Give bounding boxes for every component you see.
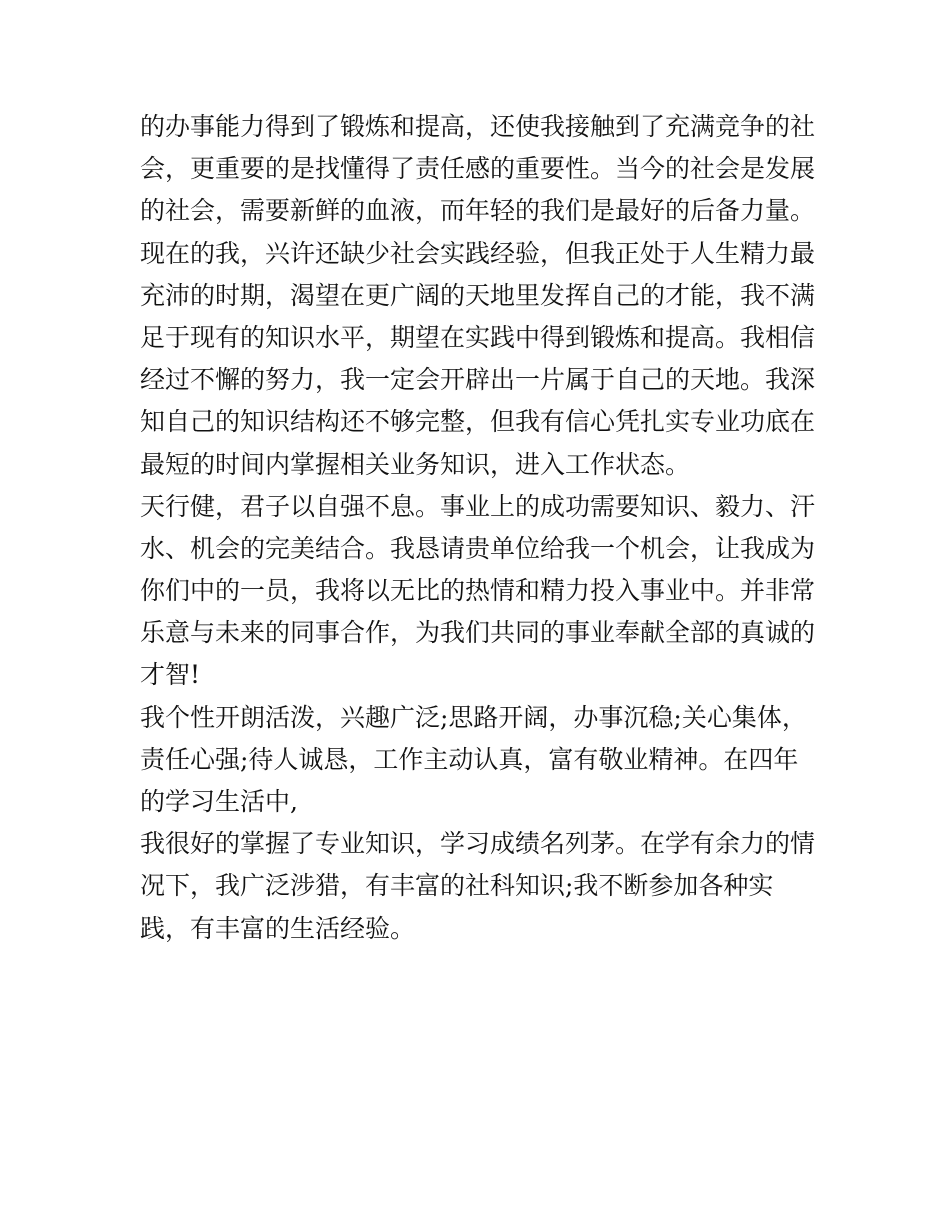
text-line: 知自己的知识结构还不够完整，但我有信心凭扎实专业功底在 bbox=[140, 407, 816, 437]
text-line: 水、机会的完美结合。我恳请贵单位给我一个机会，让我成为 bbox=[140, 533, 816, 563]
text-line: 责任心强;待人诚恳，工作主动认真，富有敬业精神。在四年 bbox=[140, 744, 799, 774]
text-line: 的学习生活中, bbox=[140, 787, 298, 816]
text-line: 才智! bbox=[140, 660, 201, 690]
text-line: 经过不懈的努力，我一定会开辟出一片属于自己的天地。我深 bbox=[140, 365, 816, 395]
text-line: 我很好的掌握了专业知识，学习成绩名列茅。在学有余力的情 bbox=[140, 829, 816, 859]
text-line: 足于现有的知识水平，期望在实践中得到锻炼和提高。我相信 bbox=[140, 322, 816, 352]
text-line: 会，更重要的是找懂得了责任感的重要性。当今的社会是发展 bbox=[140, 154, 816, 184]
text-line: 的社会，需要新鲜的血液，而年轻的我们是最好的后备力量。 bbox=[140, 196, 816, 226]
text-line: 我个性开朗活泼，兴趣广泛;思路开阔，办事沉稳;关心集体， bbox=[140, 702, 807, 732]
text-line: 充沛的时期，渴望在更广阔的天地里发挥自己的才能，我不满 bbox=[140, 280, 816, 310]
text-line: 现在的我，兴许还缺少社会实践经验，但我正处于人生精力最 bbox=[140, 238, 816, 268]
text-line: 你们中的一员，我将以无比的热情和精力投入事业中。并非常 bbox=[140, 576, 816, 606]
text-line: 况下，我广泛涉猎，有丰富的社科知识;我不断参加各种实 bbox=[140, 871, 774, 901]
text-line: 乐意与未来的同事合作，为我们共同的事业奉献全部的真诚的 bbox=[140, 618, 816, 648]
text-line: 最短的时间内掌握相关业务知识，进入工作状态。 bbox=[140, 449, 691, 479]
text-line: 践，有丰富的生活经验。 bbox=[140, 913, 416, 943]
body-text bbox=[140, 106, 820, 950]
text-line: 天行健，君子以自强不息。事业上的成功需要知识、毅力、汗 bbox=[140, 491, 816, 521]
text-line: 的办事能力得到了锻炼和提高，还使我接触到了充满竞争的社 bbox=[140, 112, 816, 141]
